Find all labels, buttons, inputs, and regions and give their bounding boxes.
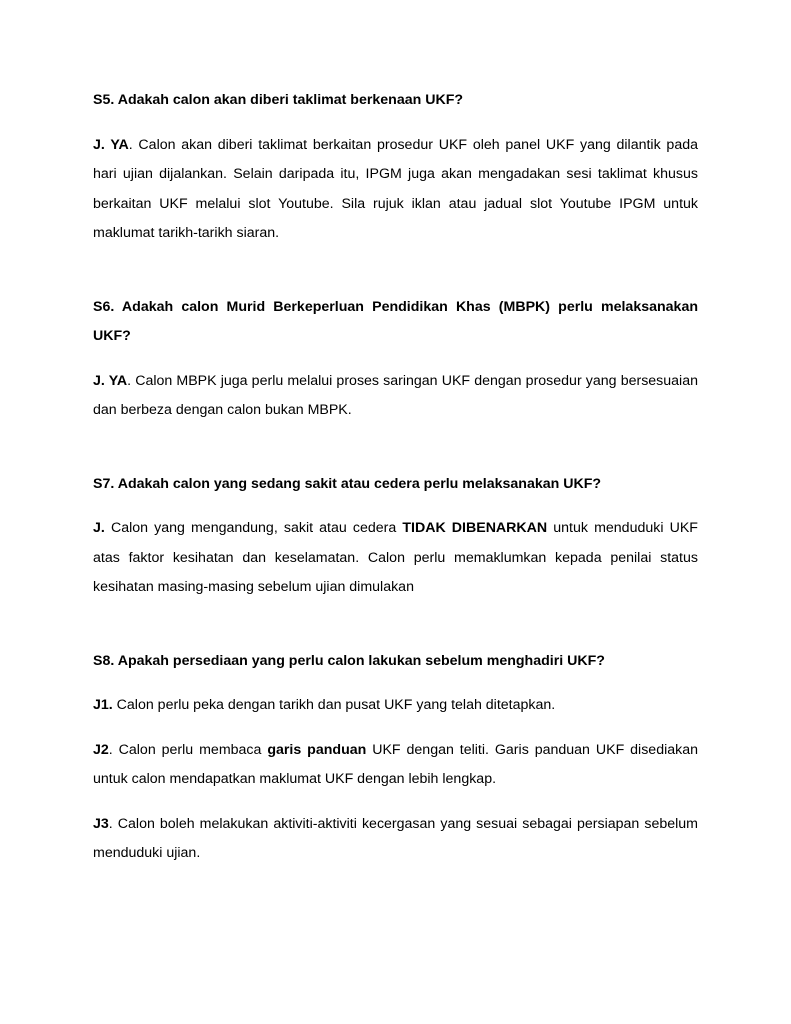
answer-lead-s5: J. YA xyxy=(93,136,129,153)
faq-section-s7 xyxy=(93,470,698,603)
question-s5: S5. Adakah calon akan diberi taklimat berkenaan UKF? xyxy=(93,92,464,108)
answer-text-s8-j2-part1: . Calon perlu membaca xyxy=(108,741,268,758)
answer-text-s8-j2-part2: UKF dengan teliti. Garis panduan UKF disediakan untuk calon mendapatkan maklumat UKF dengan lebih lengkap. xyxy=(93,741,698,787)
answer-s6 xyxy=(93,367,698,426)
faq-section-s5 xyxy=(93,86,698,249)
answer-text-s8-j3: . Calon boleh melakukan aktiviti-aktiviti kecergasan yang sesuai sebagai persiapan sebelum menduduki ujian. xyxy=(93,815,698,861)
answer-emphasis-s8-j2: garis panduan xyxy=(267,741,367,758)
answer-lead-s8-j3: J3 xyxy=(93,815,109,832)
answer-lead-s7: J. xyxy=(93,520,105,536)
answer-text-s7-part1: Calon yang mengandung, sakit atau cedera xyxy=(104,520,403,536)
answer-s8-j1 xyxy=(93,691,698,721)
answer-lead-s8-j2: J2 xyxy=(93,741,109,758)
answer-s7 xyxy=(93,514,698,603)
question-s7: S7. Adakah calon yang sedang sakit atau cedera perlu melaksanakan UKF? xyxy=(93,475,602,492)
answer-s8-j2 xyxy=(93,736,698,795)
answer-s8-j3 xyxy=(93,810,698,869)
answer-lead-s8-j1: J1. xyxy=(93,697,113,713)
answer-text-s5: . Calon akan diberi taklimat berkaitan prosedur UKF oleh panel UKF yang dilantik pada hari ujian dijalankan. Selain daripada itu, IPGM juga akan mengadakan sesi taklimat khusus berkaitan UKF melalui slot Youtube. Sila rujuk iklan atau jadual slot Youtube IPGM untuk maklumat tarikh-tarikh siaran. xyxy=(93,136,698,241)
faq-section-s8 xyxy=(93,647,698,869)
answer-text-s6: . Calon MBPK juga perlu melalui proses saringan UKF dengan prosedur yang bersesuaian dan berbeza dengan calon bukan MBPK. xyxy=(93,372,698,418)
question-s6: S6. Adakah calon Murid Berkeperluan Pendidikan Khas (MBPK) perlu melaksanakan UKF? xyxy=(93,298,698,344)
question-s8: S8. Apakah persediaan yang perlu calon lakukan sebelum menghadiri UKF? xyxy=(93,652,605,669)
faq-page xyxy=(93,86,698,869)
answer-s5 xyxy=(93,131,698,249)
answer-text-s7-part2: untuk menduduki UKF atas faktor kesihatan dan keselamatan. Calon perlu memaklumkan kepada penilai status kesihatan masing-masing sebelum ujian dimulakan xyxy=(93,520,698,595)
answer-text-s8-j1: Calon perlu peka dengan tarikh dan pusat UKF yang telah ditetapkan. xyxy=(112,697,556,713)
answer-emphasis-s7: TIDAK DIBENARKAN xyxy=(402,520,548,536)
answer-lead-s6: J. YA xyxy=(93,372,128,389)
faq-section-s6 xyxy=(93,293,698,426)
